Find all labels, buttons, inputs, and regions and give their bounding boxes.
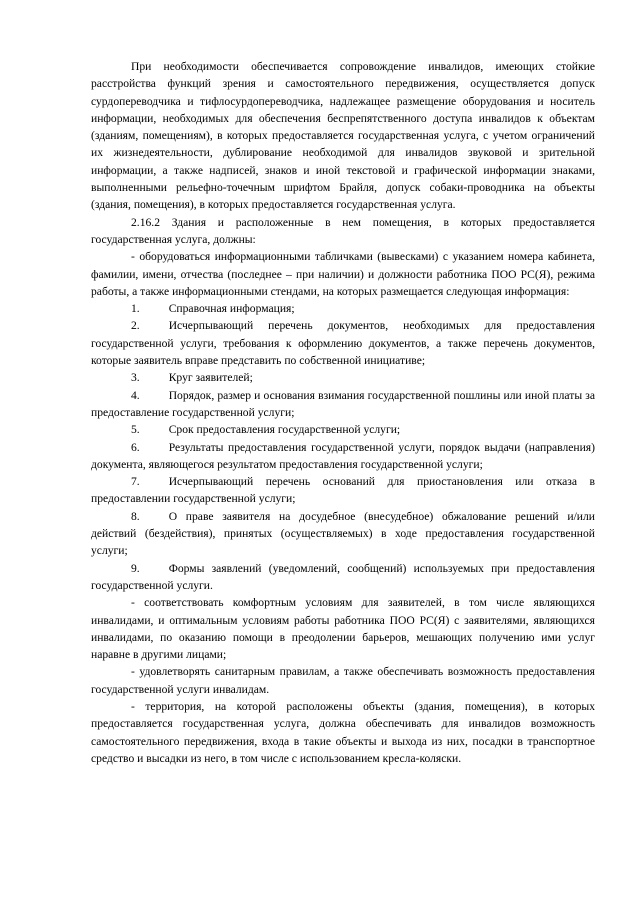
list-item xyxy=(91,560,595,595)
list-text: О праве заявителя на досудебное (внесудебное) обжалование решений и/или действий (бездействия), принятых (осуществляемых) в ходе предоставления государственной услуги; xyxy=(91,509,595,558)
paragraph: - удовлетворять санитарным правилам, а также обеспечивать возможность предоставления государственной услуги инвалидам. xyxy=(91,665,595,696)
paragraph: При необходимости обеспечивается сопровождение инвалидов, имеющих стойкие расстройства функций зрения и самостоятельного передвижения, осуществляется допуск сурдопереводчика и тифлосурдопереводчика, надлежащее размещение оборудования и носитель информации, необходимых для обеспечения беспрепятственного доступа инвалидов к объектам (зданиям, помещениям), в которых предоставляется государственная услуга, с учетом ограничений их жизнедеятельности, дублирование необходимой для инвалидов звуковой и зрительной информации, а также надписей, знаков и иной текстовой и графической информации знаками, выполненными рельефно-точечным шрифтом Брайля, допуск собаки-проводника на объекты (здания, помещения), в которых предоставляется государственная услуга. xyxy=(91,60,595,212)
list-number: 5. xyxy=(131,423,140,437)
list-text: Исчерпывающий перечень документов, необходимых для предоставления государственной услуги, требования к оформлению документов, а также перечень документов, которые заявитель вправе представить по собственной инициативе; xyxy=(91,319,595,368)
list-text: Круг заявителей; xyxy=(168,371,253,385)
list-item xyxy=(91,421,595,438)
paragraph: - территория, на которой расположены объекты (здания, помещения), в которых предоставляется государственная услуга, должна обеспечивать для инвалидов возможность самостоятельного передвижения, входа в такие объекты и выхода из них, посадки в транспортное средство и высадки из него, в том числе с использованием кресла-коляски. xyxy=(91,699,595,765)
list-text: Формы заявлений (уведомлений, сообщений) используемых при предоставления государственной услуги. xyxy=(91,561,595,592)
list-item xyxy=(91,387,595,422)
list-number: 2. xyxy=(131,319,140,333)
list-item xyxy=(91,300,595,317)
list-number: 1. xyxy=(131,302,140,316)
list-number: 3. xyxy=(131,371,140,385)
list-number: 7. xyxy=(131,475,140,489)
list-number: 4. xyxy=(131,388,140,402)
list-text: Исчерпывающий перечень оснований для приостановления или отказа в предоставлении государственной услуги; xyxy=(91,475,595,506)
list-item xyxy=(91,317,595,369)
list-number: 8. xyxy=(131,509,140,523)
list-number: 6. xyxy=(131,440,140,454)
list-text: Порядок, размер и основания взимания государственной пошлины или иной платы за предоставление государственной услуги; xyxy=(91,388,595,419)
list-number: 9. xyxy=(131,561,140,575)
list-item xyxy=(91,508,595,560)
list-text: Справочная информация; xyxy=(168,302,295,316)
list-item xyxy=(91,369,595,386)
paragraph: - оборудоваться информационными табличками (вывесками) с указанием номера кабинета, фамилии, имени, отчества (последнее – при наличии) и должности работника ПОО РС(Я), режима работы, а также информационными стендами, на которых размещается следующая информация: xyxy=(91,250,595,298)
list-item xyxy=(91,439,595,474)
paragraph: 2.16.2 Здания и расположенные в нем помещения, в которых предоставляется государственная услуга, должны: xyxy=(91,215,595,246)
list-text: Результаты предоставления государственной услуги, порядок выдачи (направления) документа, являющегося результатом предоставления государственной услуги; xyxy=(91,440,595,471)
list-item xyxy=(91,473,595,508)
list-text: Срок предоставления государственной услуги; xyxy=(168,423,401,437)
paragraph: - соответствовать комфортным условиям для заявителей, в том числе являющихся инвалидами, и оптимальным условиям работы работника ПОО РС(Я) с заявителями, являющихся инвалидами, по оказанию помощи в преодолении барьеров, мешающих получению ими услуг наравне в другими лицами; xyxy=(91,596,595,662)
